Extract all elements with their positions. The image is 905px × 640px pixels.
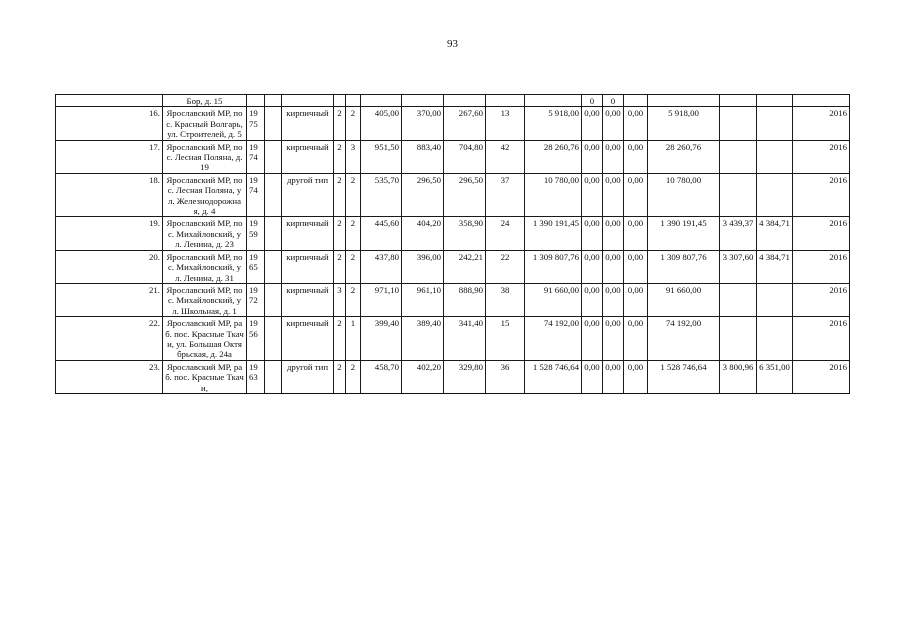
area-total-cell: 951,50 [361, 140, 402, 173]
year-cell: 1965 [247, 250, 265, 283]
material-cell: другой тип [282, 360, 334, 393]
residents-cell: 24 [486, 217, 525, 250]
area-living-cell: 296,50 [402, 173, 444, 217]
term-cell: 2016 [793, 140, 850, 173]
address-cell: Ярославский МР, пос. Михайловский, ул. Ленина, д. 31 [163, 250, 247, 283]
term-cell: 2016 [793, 317, 850, 361]
area-total-cell: 445,60 [361, 217, 402, 250]
residents-cell: 38 [486, 283, 525, 316]
table-row [56, 107, 850, 140]
area-living-cell: 402,20 [402, 360, 444, 393]
fund-3-cell: 0,00 [624, 360, 648, 393]
area-living-cell: 396,00 [402, 250, 444, 283]
year-cell: 1959 [247, 217, 265, 250]
max-unit-cost-cell [757, 283, 793, 316]
cost-cell: 5 918,00 [525, 107, 582, 140]
term-cell: 2016 [793, 107, 850, 140]
row-number [56, 95, 163, 107]
unit-cost-cell: 3 800,96 [720, 360, 757, 393]
cost-cell: 28 260,76 [525, 140, 582, 173]
row-number: 18. [56, 173, 163, 217]
cost-cell: 91 660,00 [525, 283, 582, 316]
row-number: 19. [56, 217, 163, 250]
address-cell: Ярославский МР, пос. Лесная Поляна, ул. Железнодорожная, д. 4 [163, 173, 247, 217]
area-private-cell: 704,80 [444, 140, 486, 173]
floors-cell: 2 [334, 107, 346, 140]
floors-cell: 2 [334, 250, 346, 283]
residents-cell: 37 [486, 173, 525, 217]
entrances-cell: 2 [346, 360, 361, 393]
fund-3-cell: 0,00 [624, 250, 648, 283]
entrances-cell: 2 [346, 173, 361, 217]
blank-cell [265, 173, 282, 217]
cost-cell [525, 95, 582, 107]
residents-cell: 42 [486, 140, 525, 173]
unit-cost-cell [720, 317, 757, 361]
floors-cell: 2 [334, 317, 346, 361]
material-cell: кирпичный [282, 140, 334, 173]
fund-1-cell: 0,00 [582, 140, 603, 173]
max-unit-cost-cell [757, 317, 793, 361]
material-cell: кирпичный [282, 317, 334, 361]
unit-cost-cell [720, 283, 757, 316]
floors-cell: 3 [334, 283, 346, 316]
floors-cell: 2 [334, 173, 346, 217]
address-cell: Ярославский МР, раб. пос. Красные Ткачи, ул. Большая Октябрьская, д. 24а [163, 317, 247, 361]
blank-cell [265, 140, 282, 173]
address-cell: Ярославский МР, пос. Михайловский, ул. Школьная, д. 1 [163, 283, 247, 316]
unit-cost-cell: 3 307,60 [720, 250, 757, 283]
cost-local-cell: 74 192,00 [648, 317, 720, 361]
address-cell: Ярославский МР, пос. Красный Волгарь, ул. Строителей, д. 5 [163, 107, 247, 140]
fund-3-cell: 0,00 [624, 283, 648, 316]
residents-cell: 15 [486, 317, 525, 361]
address-cell: Ярославский МР, раб. пос. Красные Ткачи, [163, 360, 247, 393]
fund-3-cell: 0,00 [624, 107, 648, 140]
cost-cell: 74 192,00 [525, 317, 582, 361]
table-row [56, 283, 850, 316]
cost-cell: 1 528 746,64 [525, 360, 582, 393]
row-number: 23. [56, 360, 163, 393]
blank-cell [265, 317, 282, 361]
residents-cell: 13 [486, 107, 525, 140]
row-number: 21. [56, 283, 163, 316]
max-unit-cost-cell [757, 173, 793, 217]
blank-cell [265, 95, 282, 107]
term-cell: 2016 [793, 217, 850, 250]
page-number: 93 [447, 38, 458, 50]
fund-3-cell: 0,00 [624, 317, 648, 361]
fund-2-cell: 0,00 [603, 360, 624, 393]
fund-3-cell [624, 95, 648, 107]
term-cell: 2016 [793, 173, 850, 217]
fund-2-cell: 0,00 [603, 217, 624, 250]
table-body [56, 95, 850, 394]
residents-cell: 36 [486, 360, 525, 393]
address-cell: Ярославский МР, пос. Михайловский, ул. Ленина, д. 23 [163, 217, 247, 250]
table-row [56, 250, 850, 283]
entrances-cell: 2 [346, 107, 361, 140]
year-cell [247, 95, 265, 107]
area-living-cell: 370,00 [402, 107, 444, 140]
floors-cell: 2 [334, 140, 346, 173]
area-living-cell: 961,10 [402, 283, 444, 316]
year-cell: 1974 [247, 173, 265, 217]
term-cell: 2016 [793, 283, 850, 316]
entrances-cell: 2 [346, 283, 361, 316]
unit-cost-cell [720, 107, 757, 140]
fund-3-cell: 0,00 [624, 140, 648, 173]
area-living-cell: 404,20 [402, 217, 444, 250]
area-private-cell: 329,80 [444, 360, 486, 393]
area-total-cell: 458,70 [361, 360, 402, 393]
area-total-cell: 535,70 [361, 173, 402, 217]
cost-local-cell: 28 260,76 [648, 140, 720, 173]
fund-2-cell: 0 [603, 95, 624, 107]
area-living-cell: 389,40 [402, 317, 444, 361]
material-cell: кирпичный [282, 217, 334, 250]
floors-cell [334, 95, 346, 107]
row-number: 16. [56, 107, 163, 140]
residents-cell: 22 [486, 250, 525, 283]
max-unit-cost-cell: 4 384,71 [757, 217, 793, 250]
fund-3-cell: 0,00 [624, 173, 648, 217]
unit-cost-cell [720, 140, 757, 173]
fund-2-cell: 0,00 [603, 173, 624, 217]
area-total-cell: 437,80 [361, 250, 402, 283]
unit-cost-cell [720, 95, 757, 107]
cost-cell: 1 309 807,76 [525, 250, 582, 283]
area-private-cell: 296,50 [444, 173, 486, 217]
fund-1-cell: 0 [582, 95, 603, 107]
table-row [56, 173, 850, 217]
area-total-cell [361, 95, 402, 107]
cost-local-cell [648, 95, 720, 107]
address-cell: Бор, д. 15 [163, 95, 247, 107]
area-total-cell: 971,10 [361, 283, 402, 316]
material-cell: другой тип [282, 173, 334, 217]
material-cell: кирпичный [282, 283, 334, 316]
material-cell: кирпичный [282, 107, 334, 140]
cost-local-cell: 91 660,00 [648, 283, 720, 316]
table-row [56, 317, 850, 361]
fund-2-cell: 0,00 [603, 250, 624, 283]
cost-local-cell: 5 918,00 [648, 107, 720, 140]
area-living-cell [402, 95, 444, 107]
year-cell: 1963 [247, 360, 265, 393]
blank-cell [265, 107, 282, 140]
year-cell: 1956 [247, 317, 265, 361]
address-cell: Ярославский МР, пос. Лесная Поляна, д. 19 [163, 140, 247, 173]
table-row [56, 140, 850, 173]
blank-cell [265, 283, 282, 316]
cost-cell: 10 780,00 [525, 173, 582, 217]
entrances-cell: 2 [346, 217, 361, 250]
fund-1-cell: 0,00 [582, 173, 603, 217]
cost-local-cell: 1 528 746,64 [648, 360, 720, 393]
fund-2-cell: 0,00 [603, 140, 624, 173]
fund-2-cell: 0,00 [603, 107, 624, 140]
fund-1-cell: 0,00 [582, 360, 603, 393]
max-unit-cost-cell: 4 384,71 [757, 250, 793, 283]
area-private-cell: 358,90 [444, 217, 486, 250]
blank-cell [265, 250, 282, 283]
fund-1-cell: 0,00 [582, 283, 603, 316]
blank-cell [265, 360, 282, 393]
row-number: 22. [56, 317, 163, 361]
fund-1-cell: 0,00 [582, 250, 603, 283]
floors-cell: 2 [334, 360, 346, 393]
max-unit-cost-cell: 6 351,00 [757, 360, 793, 393]
fund-1-cell: 0,00 [582, 107, 603, 140]
material-cell [282, 95, 334, 107]
area-private-cell [444, 95, 486, 107]
area-private-cell: 341,40 [444, 317, 486, 361]
table-row [56, 360, 850, 393]
residents-cell [486, 95, 525, 107]
floors-cell: 2 [334, 217, 346, 250]
table-row [56, 95, 850, 107]
area-private-cell: 888,90 [444, 283, 486, 316]
unit-cost-cell: 3 439,37 [720, 217, 757, 250]
area-total-cell: 399,40 [361, 317, 402, 361]
area-private-cell: 267,60 [444, 107, 486, 140]
cost-cell: 1 390 191,45 [525, 217, 582, 250]
housing-register-table [55, 94, 850, 394]
row-number: 20. [56, 250, 163, 283]
entrances-cell: 2 [346, 250, 361, 283]
term-cell: 2016 [793, 250, 850, 283]
max-unit-cost-cell [757, 95, 793, 107]
fund-2-cell: 0,00 [603, 283, 624, 316]
area-living-cell: 883,40 [402, 140, 444, 173]
fund-1-cell: 0,00 [582, 217, 603, 250]
area-total-cell: 405,00 [361, 107, 402, 140]
cost-local-cell: 1 309 807,76 [648, 250, 720, 283]
table-row [56, 217, 850, 250]
blank-cell [265, 217, 282, 250]
cost-local-cell: 1 390 191,45 [648, 217, 720, 250]
fund-2-cell: 0,00 [603, 317, 624, 361]
max-unit-cost-cell [757, 140, 793, 173]
year-cell: 1972 [247, 283, 265, 316]
material-cell: кирпичный [282, 250, 334, 283]
fund-3-cell: 0,00 [624, 217, 648, 250]
fund-1-cell: 0,00 [582, 317, 603, 361]
area-private-cell: 242,21 [444, 250, 486, 283]
entrances-cell: 1 [346, 317, 361, 361]
max-unit-cost-cell [757, 107, 793, 140]
year-cell: 1974 [247, 140, 265, 173]
term-cell [793, 95, 850, 107]
entrances-cell [346, 95, 361, 107]
row-number: 17. [56, 140, 163, 173]
year-cell: 1975 [247, 107, 265, 140]
term-cell: 2016 [793, 360, 850, 393]
unit-cost-cell [720, 173, 757, 217]
cost-local-cell: 10 780,00 [648, 173, 720, 217]
entrances-cell: 3 [346, 140, 361, 173]
